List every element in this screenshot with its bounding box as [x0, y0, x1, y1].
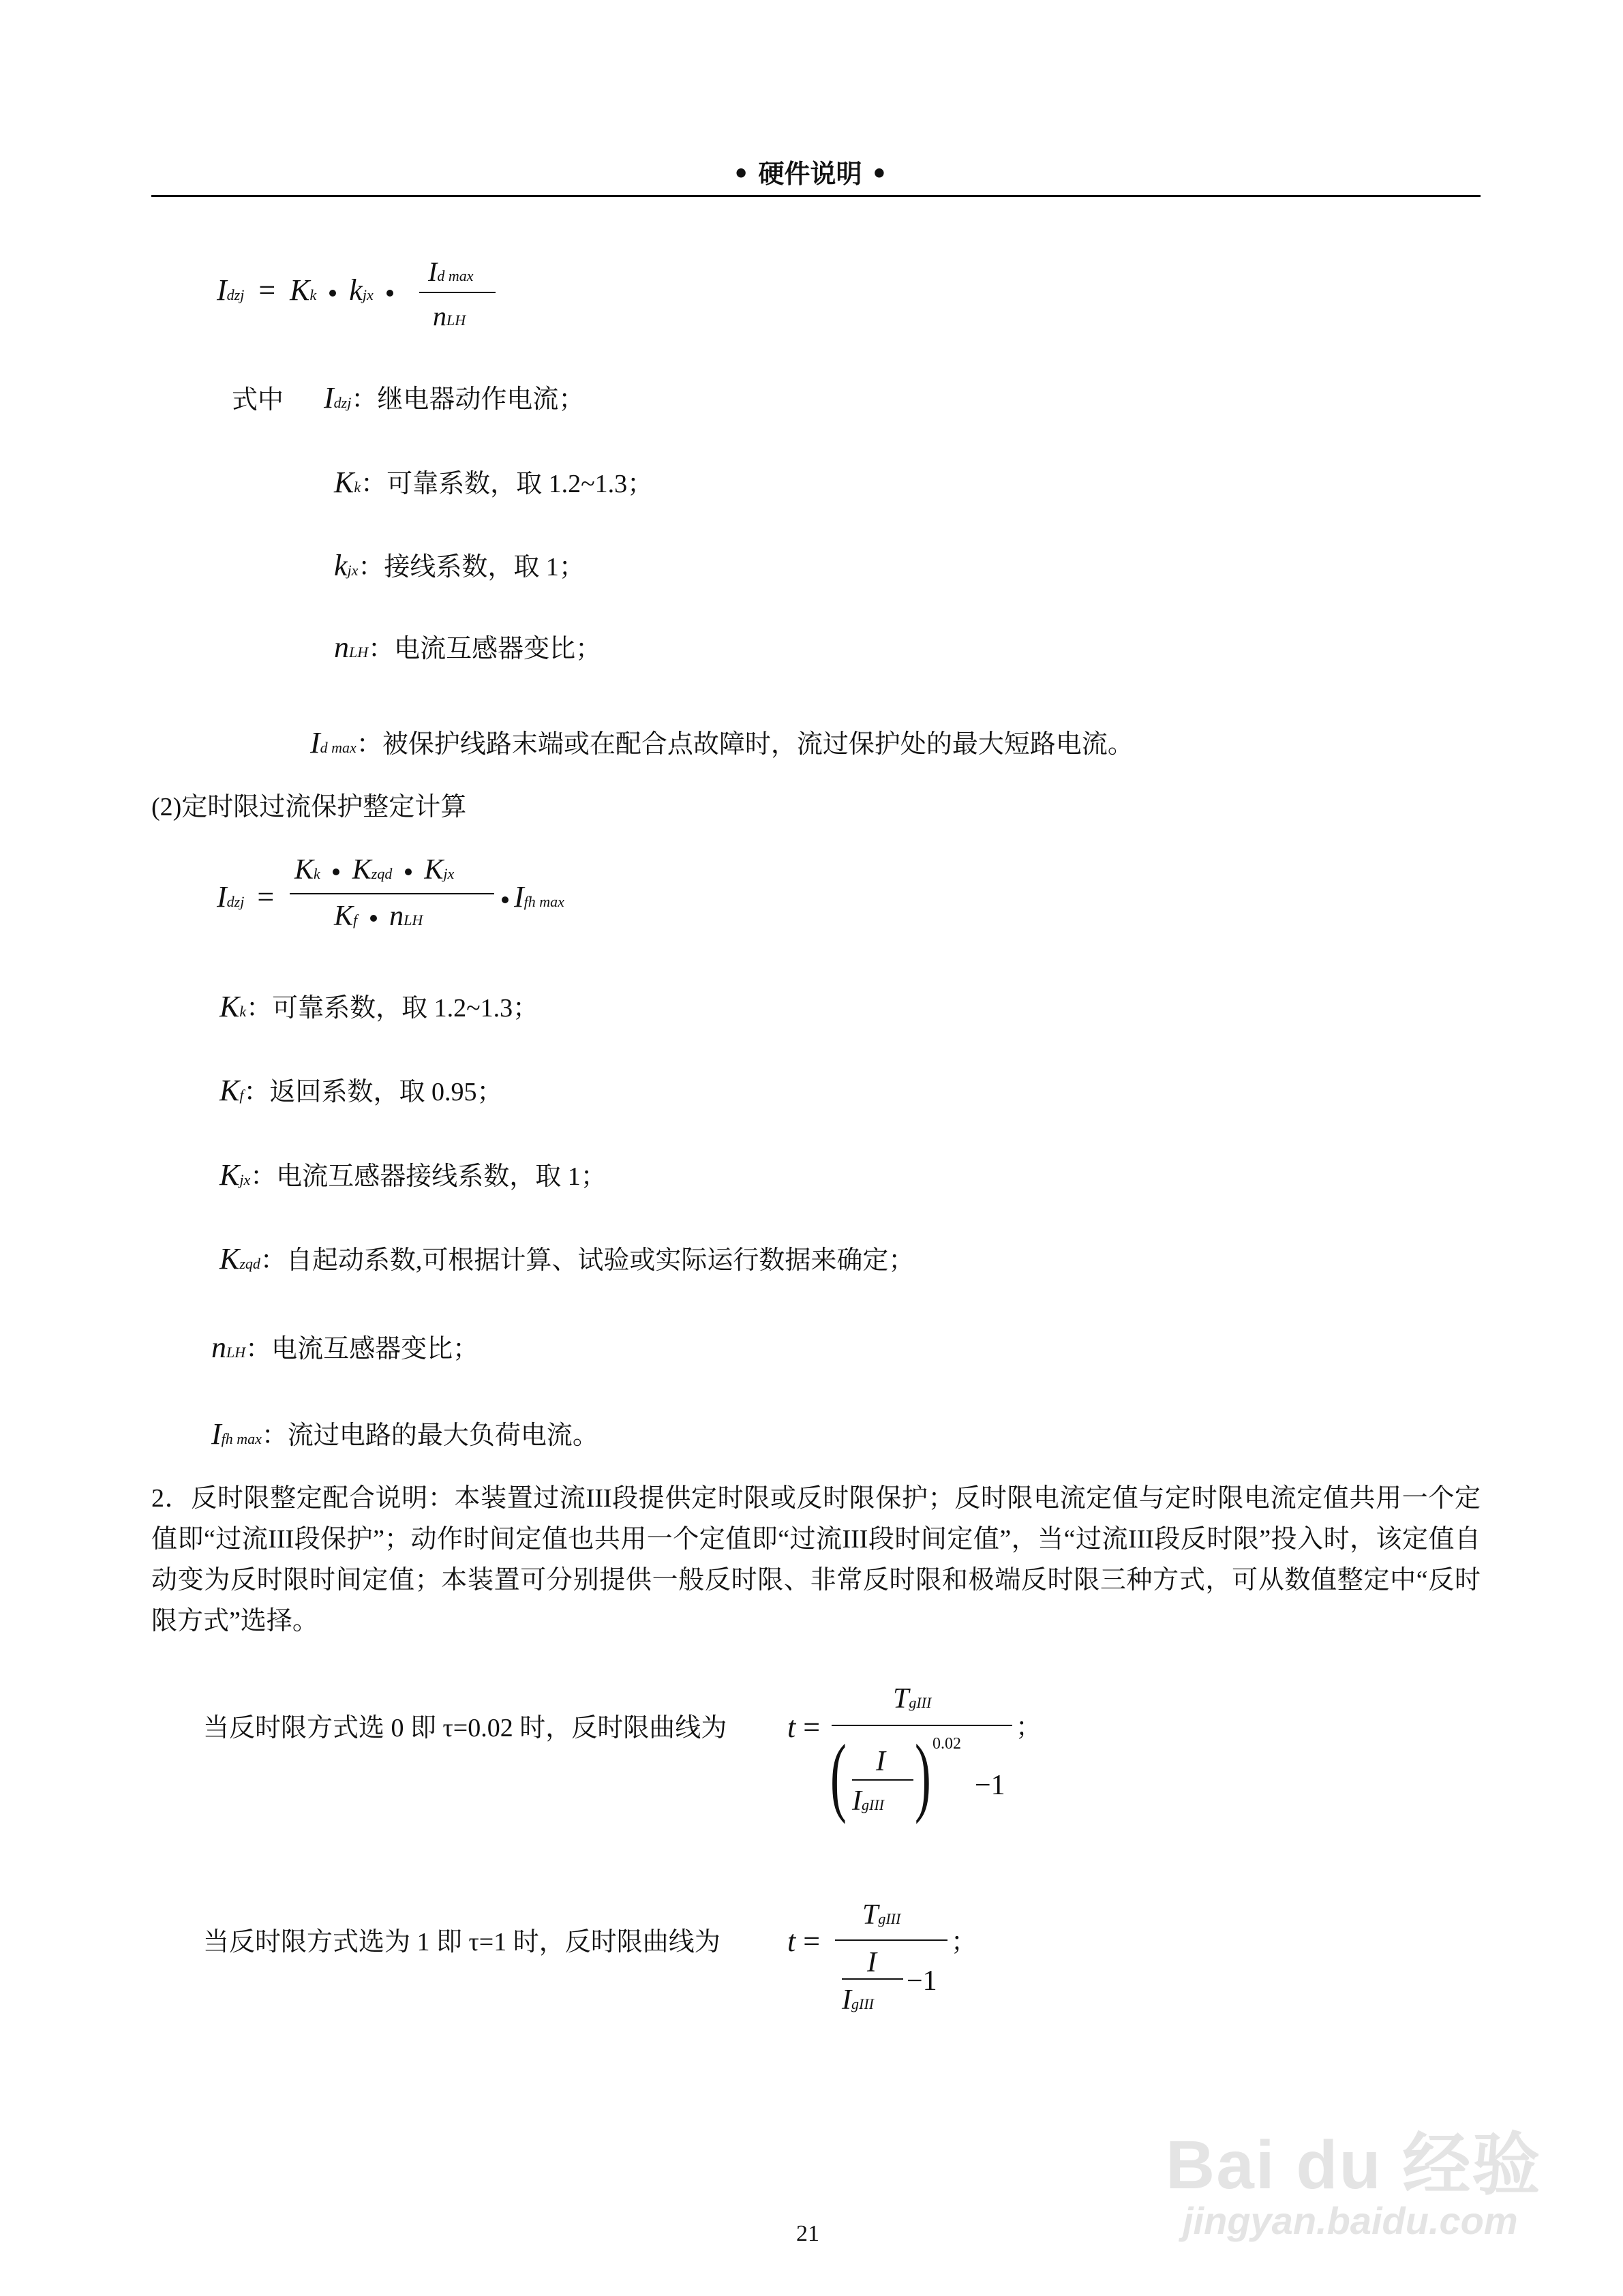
symbol: K	[219, 1242, 240, 1275]
def-text: ：继电器动作电流；	[351, 385, 585, 414]
symbol: K	[334, 901, 354, 932]
watermark-url: jingyan.baidu.com	[1183, 2199, 1518, 2242]
multiply-dot	[329, 290, 336, 297]
symbol: K	[424, 854, 444, 886]
symbol: k	[349, 273, 363, 307]
subscript: dzj	[333, 394, 352, 411]
def-text: ：可靠系数，取 1.2~1.3；	[361, 470, 654, 498]
symbol: K	[219, 1074, 240, 1107]
subscript: zqd	[371, 865, 393, 882]
header-rule	[151, 195, 1481, 197]
multiply-dot	[386, 290, 393, 297]
symbol: I	[514, 880, 524, 913]
symbol: n	[433, 301, 446, 331]
subscript: k	[309, 286, 317, 303]
section-title: (2)定时限过流保护整定计算	[151, 793, 467, 821]
symbol: I	[852, 1785, 862, 1817]
symbol: K	[219, 1158, 240, 1192]
curve-text: 当反时限方式选为 1 即 τ=1 时，反时限曲线为	[203, 1928, 721, 1957]
subscript: LH	[226, 1344, 246, 1361]
fraction-bar	[832, 1725, 1012, 1726]
minus-one: −1	[975, 1770, 1005, 1801]
def-text: ：自起动系数,可根据计算、试验或实际运行数据来确定；	[260, 1246, 915, 1275]
subscript: d max	[437, 267, 474, 284]
fraction-bar	[842, 1978, 903, 1980]
subscript: LH	[446, 312, 466, 329]
def-text: ：可靠系数，取 1.2~1.3；	[246, 994, 539, 1023]
subscript: k	[354, 479, 361, 496]
def-item	[211, 1419, 598, 1449]
def-text: ：接线系数，取 1；	[358, 553, 585, 581]
symbol: K	[219, 990, 240, 1023]
symbol: n	[334, 631, 349, 664]
curve-text: 当反时限方式选 0 即 τ=0.02 时，反时限曲线为	[203, 1714, 727, 1742]
subscript: f	[239, 1087, 244, 1104]
subscript: gIII	[862, 1796, 884, 1813]
def-text: ：电流互感器变比；	[245, 1335, 479, 1363]
fraction-bar	[852, 1779, 913, 1781]
symbol: K	[290, 273, 310, 307]
symbol: I	[876, 1746, 885, 1777]
symbol: K	[334, 466, 354, 499]
symbol: I	[324, 381, 334, 414]
end-punct: ；	[951, 1928, 977, 1957]
symbol: I	[842, 1984, 851, 2016]
def-item	[310, 728, 1134, 758]
multiply-dot	[370, 915, 377, 922]
exponent: 0.02	[932, 1735, 961, 1753]
inverse-time-paragraph: 2．反时限整定配合说明：本装置过流III段提供定时限或反时限保护；反时限电流定值与定时限电流定值共用一个定值即“过流III段保护”；动作时间定值也共用一个定值即“过流III段时间定值”，当“过流III段反时限”投入时，该定值自动变为反时限时间定值；本装置可分别提供一般反时限、非常反时限和极端反时限三种方式，可从数值整定中“反时限方式”选择。	[151, 1484, 1481, 1635]
subscript: dzj	[226, 286, 245, 303]
multiply-dot	[502, 896, 509, 903]
fraction-bar	[290, 893, 494, 894]
symbol: K	[294, 854, 314, 886]
def-item	[219, 1160, 607, 1190]
right-paren: )	[915, 1727, 931, 1825]
subscript: jx	[239, 1171, 251, 1188]
defs-intro: 式中	[232, 386, 284, 414]
fraction-bar	[835, 1939, 947, 1941]
symbol: t	[787, 1710, 796, 1744]
symbol: k	[334, 549, 348, 582]
subscript: f	[353, 911, 358, 928]
subscript: jx	[347, 562, 359, 579]
subscript: jx	[362, 286, 374, 303]
def-item	[334, 551, 585, 581]
def-item	[219, 992, 539, 1022]
symbol: T	[893, 1683, 909, 1715]
subscript: LH	[349, 644, 369, 661]
def-text: ：电流互感器接线系数，取 1；	[250, 1162, 607, 1191]
symbol: I	[217, 273, 227, 307]
minus-one: −1	[907, 1965, 937, 1997]
equals: =	[803, 1710, 821, 1744]
symbol: t	[787, 1924, 796, 1958]
symbol: I	[310, 726, 320, 759]
def-text: ：返回系数，取 0.95；	[243, 1078, 503, 1106]
left-paren: (	[830, 1727, 847, 1825]
fraction-bar	[419, 292, 496, 293]
equals: =	[803, 1924, 821, 1958]
def-item	[334, 468, 653, 498]
subscript: gIII	[909, 1694, 932, 1711]
def-item	[219, 1076, 503, 1106]
subscript: dzj	[226, 893, 245, 910]
def-item	[324, 383, 584, 413]
def-item	[334, 633, 601, 663]
multiply-dot	[333, 868, 339, 875]
subscript: LH	[404, 911, 423, 928]
subscript: fh max	[524, 893, 564, 910]
symbol: I	[217, 880, 227, 913]
end-punct: ；	[1016, 1713, 1042, 1742]
symbol: I	[867, 1947, 877, 1978]
running-header: • 硬件说明 •	[733, 159, 888, 189]
symbol: n	[211, 1331, 226, 1364]
def-text: ：流过电路的最大负荷电流。	[261, 1421, 598, 1450]
def-item	[211, 1333, 479, 1363]
subscript: gIII	[878, 1910, 901, 1927]
page-number: 21	[796, 2221, 819, 2246]
subscript: jx	[443, 865, 455, 882]
subscript: k	[239, 1003, 247, 1020]
symbol: n	[389, 901, 404, 932]
symbol: I	[211, 1417, 222, 1451]
symbol: I	[428, 256, 438, 287]
multiply-dot	[405, 868, 412, 875]
def-item	[219, 1244, 914, 1274]
subscript: fh max	[221, 1430, 262, 1447]
subscript: d max	[320, 739, 357, 756]
subscript: gIII	[851, 1995, 874, 2012]
symbol: T	[862, 1899, 879, 1931]
subscript: k	[314, 865, 320, 882]
symbol: K	[352, 854, 371, 886]
watermark-logo: Bai du 经验	[1166, 2127, 1542, 2203]
subscript: zqd	[239, 1255, 260, 1272]
def-text: ：电流互感器变比；	[368, 635, 602, 663]
def-text: ：被保护线路末端或在配合点故障时，流过保护处的最大短路电流。	[356, 730, 1134, 759]
